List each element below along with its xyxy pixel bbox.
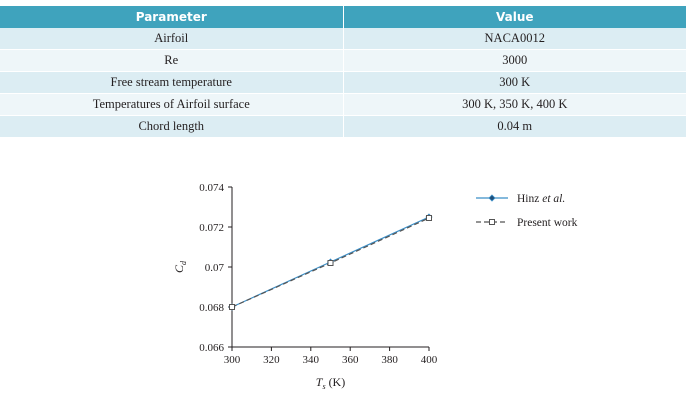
header-parameter: Parameter: [0, 6, 343, 28]
table-cell: Re: [0, 50, 343, 72]
x-tick-label: 360: [341, 354, 359, 366]
y-tick-label: 0.066: [199, 342, 224, 354]
x-tick-label: 340: [302, 354, 320, 366]
y-tick-label: 0.072: [199, 222, 224, 234]
y-tick-label: 0.074: [199, 182, 224, 194]
table-cell: 300 K, 350 K, 400 K: [343, 94, 686, 116]
y-tick-label: 0.068: [199, 302, 224, 314]
table-cell: 300 K: [343, 72, 686, 94]
data-point-1: [230, 305, 235, 310]
table-cell: Chord length: [0, 116, 343, 138]
table-cell: Free stream temperature: [0, 72, 343, 94]
data-point-1: [328, 261, 333, 266]
y-tick-label: 0.07: [204, 262, 224, 274]
x-axis-label: $T_s$ (K): [315, 375, 346, 391]
x-tick-label: 380: [381, 354, 398, 366]
header-value: Value: [343, 6, 686, 28]
legend-label-0: Hinz et al.: [517, 193, 566, 205]
table-cell: NACA0012: [343, 28, 686, 50]
legend-label-1: Present work: [517, 217, 578, 229]
x-tick-label: 300: [223, 354, 241, 366]
legend-marker-1: [490, 220, 495, 225]
table-cell: 3000: [343, 50, 686, 72]
data-point-1: [427, 216, 432, 221]
table-cell: Temperatures of Airfoil surface: [0, 94, 343, 116]
table-cell: 0.04 m: [343, 116, 686, 138]
table-cell: Airfoil: [0, 28, 343, 50]
legend-marker-0: [489, 195, 495, 201]
x-tick-label: 400: [420, 354, 438, 366]
y-axis-label: $C_d$: [172, 260, 188, 274]
x-tick-label: 320: [263, 354, 280, 366]
